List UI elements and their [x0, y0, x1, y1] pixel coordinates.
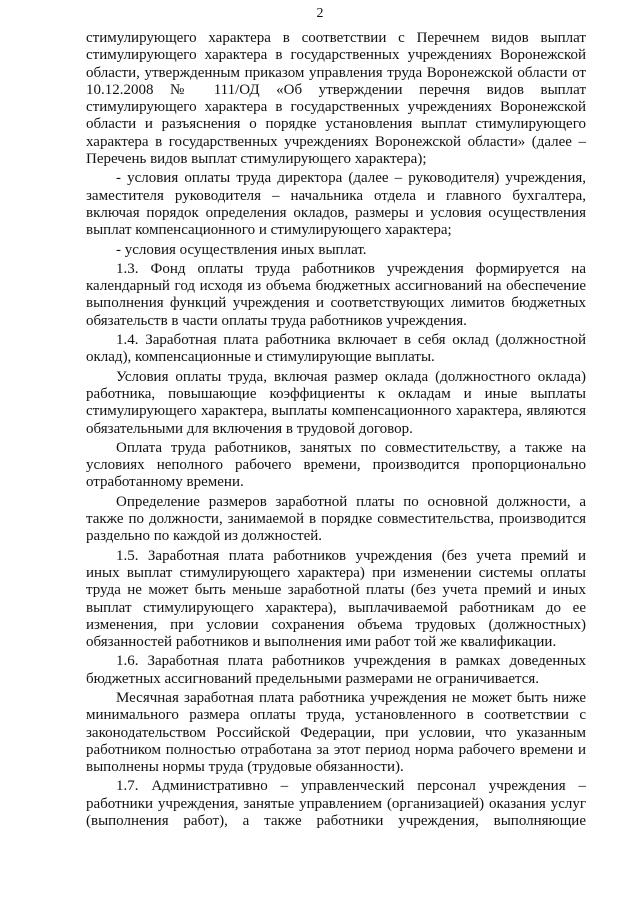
text-line: Перечень видов выплат стимулирующего характера);	[86, 151, 427, 168]
text-line: работником полностью отработана за этот период норма рабочего времени и	[86, 741, 586, 758]
paragraph-p4	[86, 332, 586, 367]
paragraph-p11	[86, 778, 586, 830]
paragraph-p2	[86, 242, 586, 259]
paragraph-p10	[86, 690, 586, 776]
text-line: обязанностей работников и выполнения ими работ той же квалификации.	[86, 634, 557, 651]
page-number: 2	[316, 6, 324, 21]
text-line: выполнены нормы труда (трудовые обязанности).	[86, 759, 404, 776]
text-line: 1.4. Заработная плата работника включает в себя оклад (должностной	[116, 332, 586, 349]
text-line: 1.5. Заработная плата работников учреждения (без учета премий и	[116, 547, 586, 564]
text-line: стимулирующего характера в государственных учреждениях Воронежской	[86, 47, 586, 64]
paragraph-p9	[86, 653, 586, 688]
text-line: стимулирующего характера в государственных учреждениях Воронежской	[86, 99, 586, 116]
text-line: 10.12.2008 № 111/ОД «Об утверждении перечня видов выплат	[86, 81, 586, 98]
text-line: условиях неполного рабочего времени, производится пропорционально	[86, 457, 586, 474]
text-line: труда не может быть меньше заработной платы (без учета премий и иных	[86, 582, 586, 599]
text-line: выплат компенсационного и стимулирующего характера;	[86, 222, 452, 239]
document-body	[86, 30, 586, 832]
text-line: иных выплат стимулирующего характера) при изменении системы оплаты	[86, 564, 586, 581]
text-line: области и разъяснения о порядке установления выплат стимулирующего	[86, 116, 586, 133]
text-line: выполнения функций учреждения и соответствующих лимитов бюджетных	[86, 295, 586, 312]
text-line: включая порядок определения окладов, размеры и условия осуществления	[86, 204, 586, 221]
text-line: изменения, при условии сохранения объема трудовых (должностных)	[86, 616, 586, 633]
text-line: Определение размеров заработной платы по основной должности, а	[116, 493, 586, 510]
text-line: законодательством Российской Федерации, при условии, что указанным	[86, 724, 586, 741]
text-line: - условия оплаты труда директора (далее – руководителя) учреждения,	[116, 170, 586, 187]
text-line: работники учреждения, занятые управлением (организацией) оказания услуг	[86, 795, 586, 812]
paragraph-p8	[86, 548, 586, 652]
paragraph-p3	[86, 261, 586, 330]
text-line: отработанному времени.	[86, 474, 244, 491]
text-line: (выполнения работ), а также работники учреждения, выполняющие	[86, 813, 586, 830]
text-line: работника, повышающие коэффициенты к окладам и иные выплаты	[86, 385, 586, 402]
text-line: минимального размера оплаты труда, установленного в соответствии с	[86, 707, 586, 724]
text-line: стимулирующего характера в соответствии с Перечнем видов выплат	[86, 30, 586, 46]
text-line: области, утвержденным приказом управления труда Воронежской области от	[86, 64, 586, 81]
text-line: - условия осуществления иных выплат.	[116, 241, 367, 258]
paragraph-p5	[86, 369, 586, 438]
text-line: обязательными для включения в трудовой договор.	[86, 420, 413, 437]
text-line: оклад), компенсационные и стимулирующие выплаты.	[86, 349, 435, 366]
paragraph-p0	[86, 30, 586, 168]
text-line: Оплата труда работников, занятых по совместительству, а также на	[116, 439, 586, 456]
text-line: заместителя руководителя – начальника отдела и главного бухгалтера,	[86, 187, 586, 204]
text-line: 1.6. Заработная плата работников учреждения в рамках доведенных	[116, 653, 586, 670]
text-line: обязательств в части оплаты труда работников учреждения.	[86, 312, 467, 329]
text-line: Условия оплаты труда, включая размер оклада (должностного оклада)	[116, 368, 586, 385]
text-line: 1.3. Фонд оплаты труда работников учреждения формируется на	[116, 260, 586, 277]
text-line: 1.7. Административно – управленческий персонал учреждения –	[116, 778, 586, 795]
text-line: стимулирующего характера, выплаты компенсационного характера, являются	[86, 403, 586, 420]
paragraph-p7	[86, 494, 586, 546]
text-line: Месячная заработная плата работника учреждения не может быть ниже	[116, 689, 586, 706]
text-line: также по должности, занимаемой в порядке совместительства, производится	[86, 511, 586, 528]
text-line: раздельно по каждой из должностей.	[86, 528, 323, 545]
text-line: выплат стимулирующего характера), выплачиваемой работникам до ее	[86, 599, 586, 616]
text-line: бюджетных ассигнований предельными размерами не ограничивается.	[86, 670, 540, 687]
paragraph-p6	[86, 440, 586, 492]
paragraph-p1	[86, 170, 586, 239]
text-line: календарный год исходя из объема бюджетных ассигнований на обеспечение	[86, 278, 586, 295]
text-line: характера в государственных учреждениях Воронежской области» (далее –	[86, 133, 586, 150]
